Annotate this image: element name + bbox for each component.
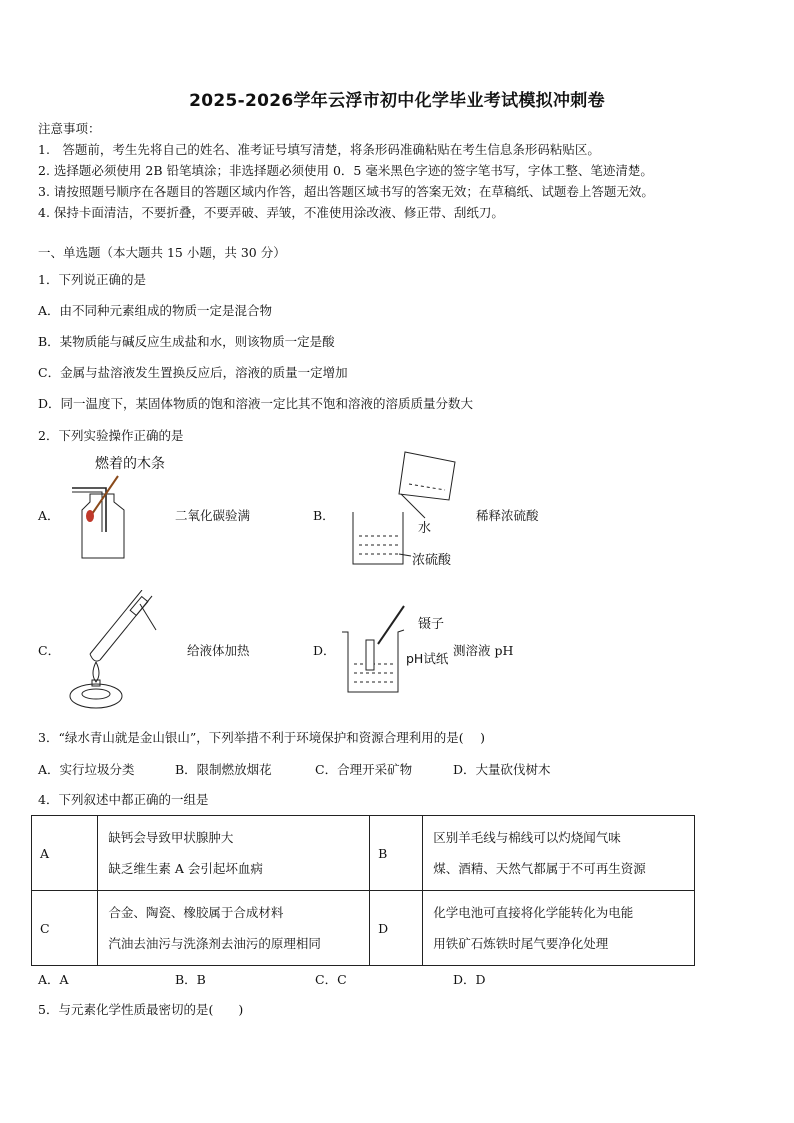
cell-line: 区别羊毛线与棉线可以灼烧闻气味	[433, 830, 621, 845]
question-stem: 3．“绿水青山就是金山银山”，下列举措不利于环境保护和资源合理利用的是( )	[38, 730, 485, 745]
figure-label-burning-stick: 燃着的木条	[95, 456, 165, 472]
option-d: D．D	[453, 972, 486, 987]
option-b: B．B	[175, 972, 206, 987]
notice-item: 2. 选择题必须使用 2B 铅笔填涂；非选择题必须使用 0．5 毫米黑色字迹的签字笔书写，字体工整、笔迹清楚。	[38, 163, 653, 178]
question-stem: 4．下列叙述中都正确的一组是	[38, 792, 209, 807]
notice-heading: 注意事项：	[38, 121, 101, 136]
question-stem: 1．下列说正确的是	[38, 272, 146, 287]
cell-line: 汽油去油污与洗涤剂去油污的原理相同	[108, 936, 321, 951]
cell-line: 煤、酒精、天然气都属于不可再生资源	[433, 861, 646, 876]
notice-item: 1. 答题前，考生先将自己的姓名、准考证号填写清楚，将条形码准确粘贴在考生信息条形码粘贴区。	[38, 142, 600, 157]
option-caption: 稀释浓硫酸	[476, 508, 539, 523]
table-cell: B	[370, 816, 423, 891]
table-cell	[98, 891, 370, 966]
figure-label-acid: 浓硫酸	[412, 553, 452, 568]
notice-item: 3. 请按照题号顺序在各题目的答题区域内作答，超出答题区域书写的答案无效；在草稿纸、试题卷上答题无效。	[38, 184, 654, 199]
option-a: A．由不同种元素组成的物质一定是混合物	[38, 303, 273, 318]
option-c: C．合理开采矿物	[315, 762, 413, 777]
page-title: 2025-2026学年云浮市初中化学毕业考试模拟冲刺卷	[189, 91, 605, 111]
table-cell: A	[32, 816, 98, 891]
option-caption: 测溶液 pH	[453, 643, 514, 658]
table-cell: C	[32, 891, 98, 966]
option-d: D．大量砍伐树木	[453, 762, 551, 777]
option-b: B．某物质能与碱反应生成盐和水，则该物质一定是酸	[38, 334, 335, 349]
option-a: A．实行垃圾分类	[38, 762, 135, 777]
cell-line: 缺乏维生素 A 会引起坏血病	[108, 861, 263, 876]
option-letter: D．	[313, 643, 336, 658]
option-caption: 给液体加热	[187, 643, 250, 658]
option-caption: 二氧化碳验满	[175, 508, 251, 523]
heating-liquid-figure	[60, 590, 160, 710]
notice-item: 4. 保持卡面清洁，不要折叠，不要弄破、弄皱，不准使用涂改液、修正带、刮纸刀。	[38, 205, 504, 220]
table-row	[32, 816, 695, 891]
table-cell	[423, 891, 695, 966]
figure-label-tweezers: 镊子	[418, 617, 445, 632]
table-cell	[423, 816, 695, 891]
option-c: C．C	[315, 972, 347, 987]
option-d: D．同一温度下，某固体物质的饱和溶液一定比其不饱和溶液的溶质质量分数大	[38, 396, 474, 411]
co2-bottle-figure	[70, 472, 150, 562]
cell-line: 合金、陶瓷、橡胶属于合成材料	[108, 905, 284, 920]
q4-table	[31, 815, 695, 966]
option-b: B．限制燃放烟花	[175, 762, 272, 777]
table-cell: D	[370, 891, 423, 966]
option-letter: B．	[313, 508, 335, 523]
option-letter: A．	[38, 508, 60, 523]
figure-label-water: 水	[418, 521, 432, 536]
question-stem: 5．与元素化学性质最密切的是( )	[38, 1002, 244, 1017]
section-heading: 一、单选题（本大题共 15 小题，共 30 分）	[38, 245, 286, 260]
cell-line: 用铁矿石炼铁时尾气要净化处理	[433, 936, 609, 951]
option-letter: C．	[38, 643, 61, 658]
question-stem: 2．下列实验操作正确的是	[38, 428, 184, 443]
option-c: C．金属与盐溶液发生置换反应后，溶液的质量一定增加	[38, 365, 348, 380]
cell-line: 化学电池可直接将化学能转化为电能	[433, 905, 634, 920]
option-a: A．A	[38, 972, 69, 987]
cell-line: 缺钙会导致甲状腺肿大	[108, 830, 234, 845]
table-row	[32, 891, 695, 966]
table-cell	[98, 816, 370, 891]
figure-label-ph-paper: pH试纸	[406, 651, 449, 666]
